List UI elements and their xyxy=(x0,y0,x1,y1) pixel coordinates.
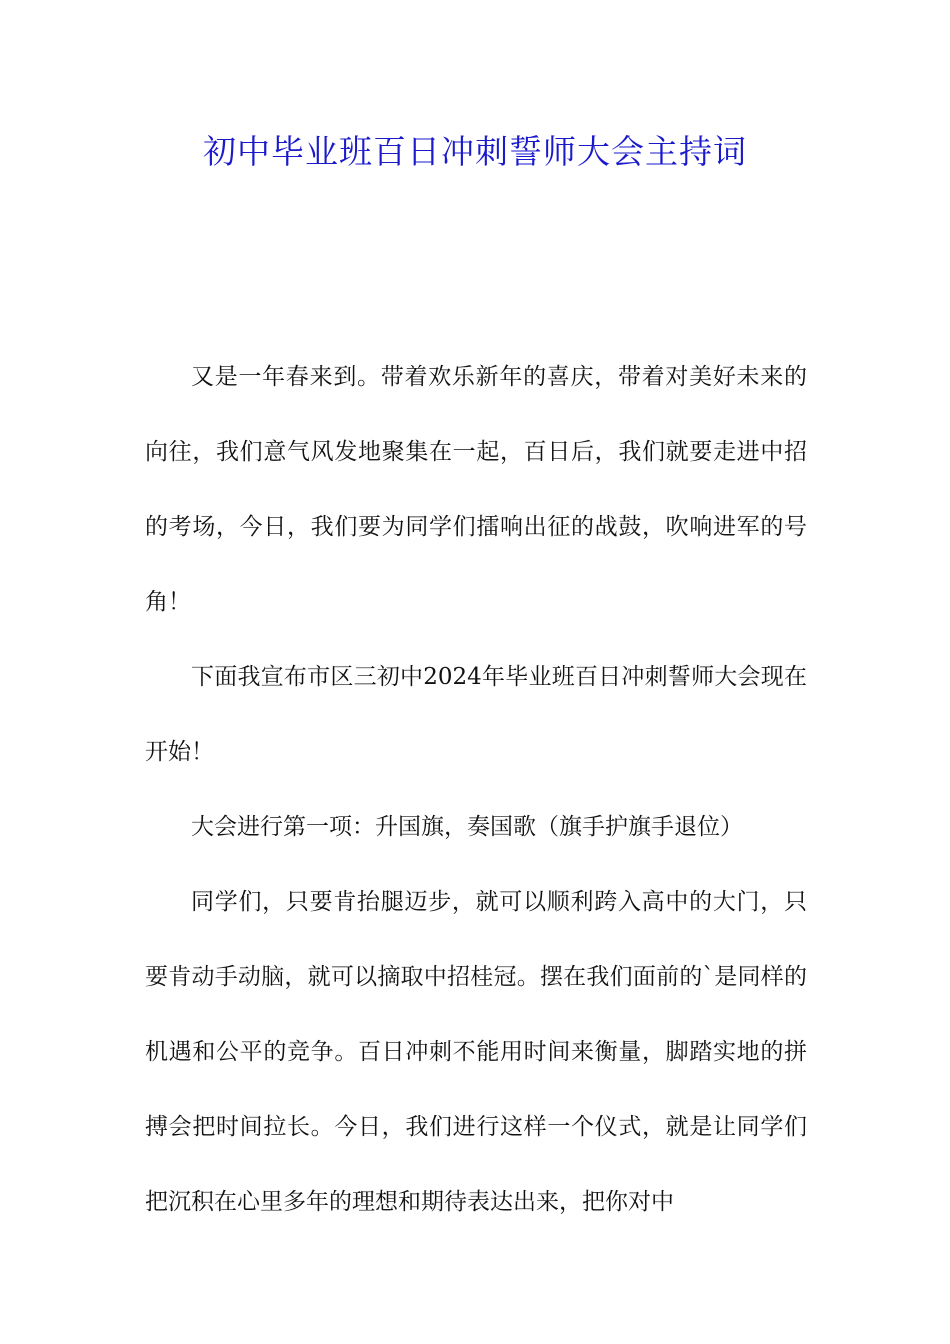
paragraph-announcement: 下面我宣布市区三初中2024年毕业班百日冲刺誓师大会现在开始！ xyxy=(145,664,807,765)
paragraph-opening: 又是一年春来到。带着欢乐新年的喜庆，带着对美好未来的向往，我们意气风发地聚集在一起，百日后，我们就要走进中招的考场，今日，我们要为同学们擂响出征的战鼓，吹响进军的号角！ xyxy=(145,364,807,615)
document-title: 初中毕业班百日冲刺誓师大会主持词 xyxy=(203,132,747,171)
document-body xyxy=(145,340,807,1240)
paragraph-agenda-item-1: 大会进行第一项：升国旗，奏国歌（旗手护旗手退位） xyxy=(191,814,743,840)
paragraph-encouragement: 同学们，只要肯抬腿迈步，就可以顺利跨入高中的大门，只要肯动手动脑，就可以摘取中招桂冠。摆在我们面前的`是同样的机遇和公平的竞争。百日冲刺不能用时间来衡量，脚踏实地的拼搏会把时间拉长。今日，我们进行这样一个仪式，就是让同学们把沉积在心里多年的理想和期待表达出来，把你对中 xyxy=(145,889,807,1215)
